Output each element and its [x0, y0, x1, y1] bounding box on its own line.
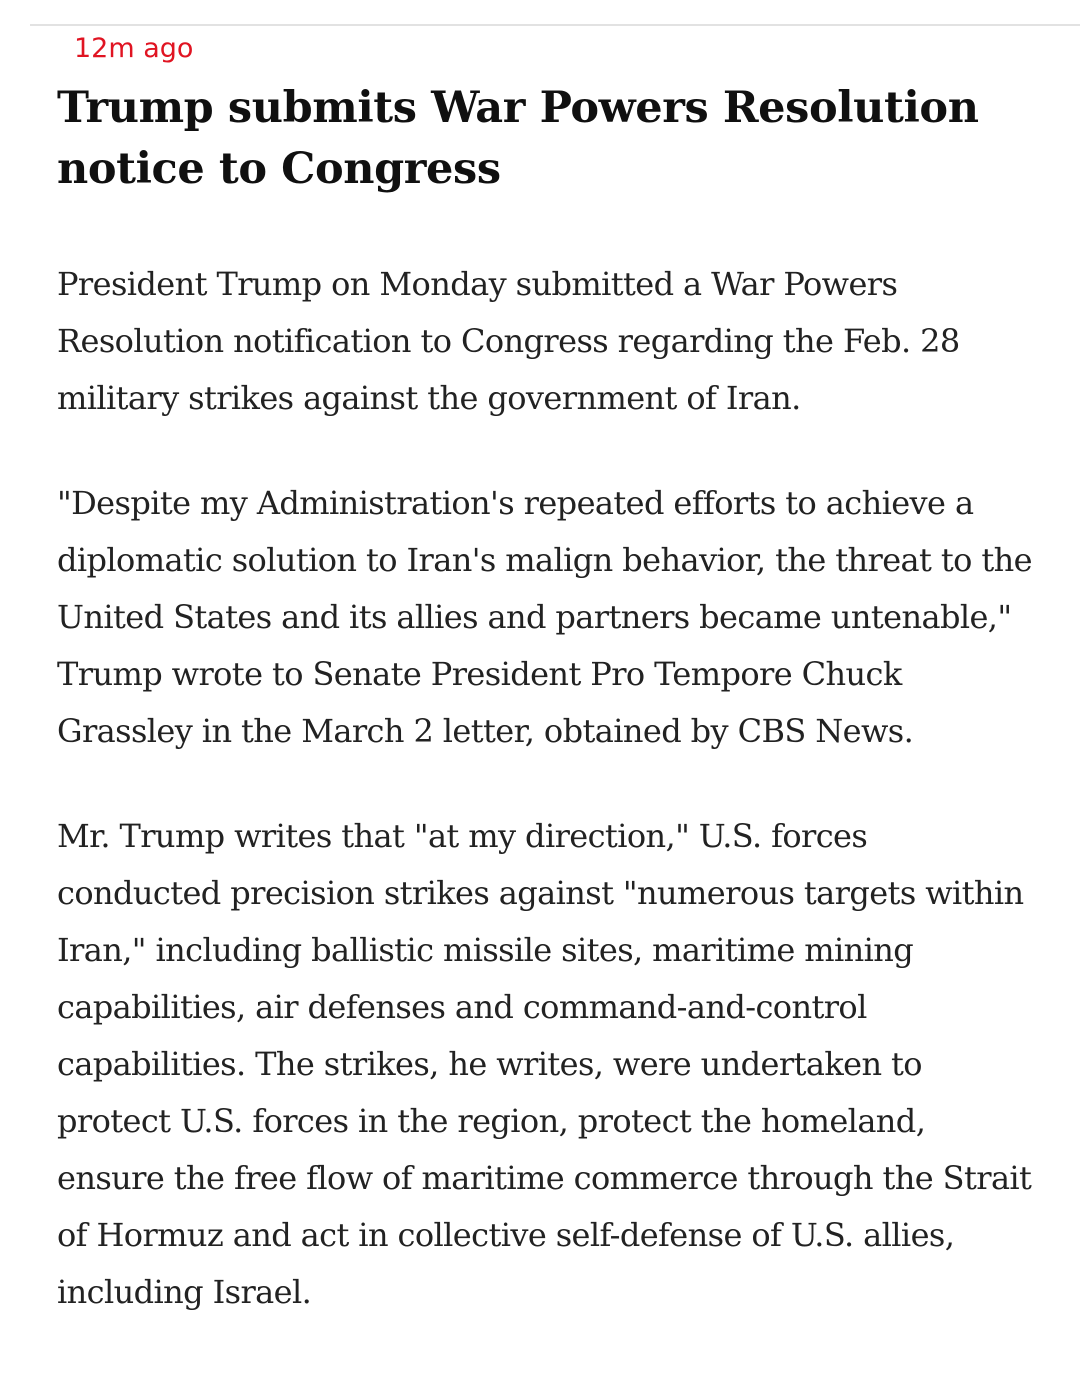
body-paragraph-2: "Despite my Administration's repeated efforts to achieve a diplomatic solution to Iran's malign behavior, the threat to the United States and its allies and partners became untenable," Trump wrote to Senate President Pro Tempore Chuck Grassley in the March 2 letter, obtained by CBS News. — [57, 484, 1032, 750]
body-paragraph-3: Mr. Trump writes that "at my direction," U.S. forces conducted precision strikes against "numerous targets within Iran," including ballistic missile sites, maritime mining capabilities, air defenses and command-and-control capabilities. The strikes, he writes, were undertaken to protect U.S. forces in the region, protect the homeland, ensure the free flow of maritime commerce through the Strait of Hormuz and act in collective self-defense of U.S. allies, including Israel. — [57, 817, 1032, 1311]
headline[interactable]: Trump submits War Powers Resolution notice to Congress — [57, 83, 979, 194]
live-update-entry — [57, 26, 1037, 1321]
timestamp: 12m ago — [74, 33, 194, 64]
body-paragraph-1: President Trump on Monday submitted a War Powers Resolution notification to Congress regarding the Feb. 28 military strikes against the government of Iran. — [57, 265, 960, 417]
